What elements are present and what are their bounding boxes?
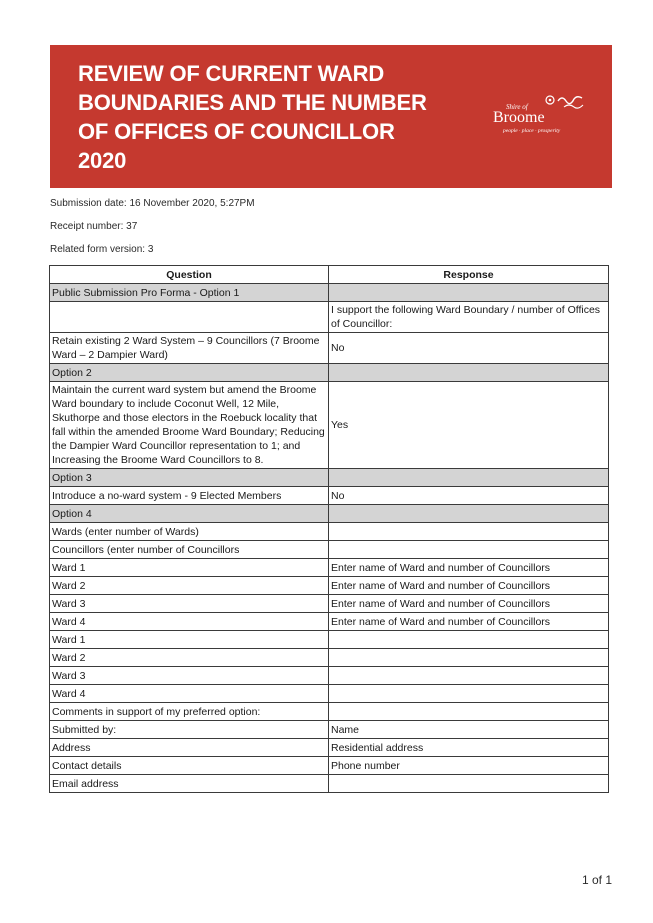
table-row (50, 577, 609, 595)
question-cell: Comments in support of my preferred option: (50, 703, 329, 721)
submission-table (49, 265, 609, 793)
title-line: BOUNDARIES AND THE NUMBER (78, 90, 427, 115)
question-cell: Address (50, 739, 329, 757)
response-cell (329, 523, 609, 541)
question-cell: Submitted by: (50, 721, 329, 739)
response-cell (329, 775, 609, 793)
response-cell: Phone number (329, 757, 609, 775)
question-cell: Ward 3 (50, 667, 329, 685)
table-row (50, 667, 609, 685)
question-header: Question (50, 266, 329, 284)
question-cell: Contact details (50, 757, 329, 775)
table-row (50, 649, 609, 667)
section-row (50, 505, 609, 523)
question-cell: Maintain the current ward system but amend the Broome Ward boundary to include Coconut Well, 12 Mile, Skuthorpe and those electors in the Roebuck locality that fall within the amended Broome Ward Boundary; Reducing the Dampier Ward Councillor representation to 1; and Increasing the Broome Ward Councillors to 8. (50, 382, 329, 469)
submission-date: Submission date: 16 November 2020, 5:27PM (50, 198, 255, 209)
logo-name-text: Broome (493, 109, 545, 126)
question-cell (50, 302, 329, 333)
shire-of-broome-logo (493, 93, 593, 138)
question-cell: Ward 4 (50, 685, 329, 703)
response-cell: Enter name of Ward and number of Councillors (329, 595, 609, 613)
response-cell: Enter name of Ward and number of Councillors (329, 559, 609, 577)
question-cell: Ward 1 (50, 559, 329, 577)
page-number: 1 of 1 (581, 873, 612, 887)
question-cell: Introduce a no-ward system - 9 Elected Members (50, 487, 329, 505)
table-row (50, 302, 609, 333)
response-cell: Enter name of Ward and number of Councillors (329, 613, 609, 631)
table-row (50, 685, 609, 703)
logo-shire-text: Shire of (506, 103, 528, 111)
response-cell (329, 364, 609, 382)
table-body (50, 284, 609, 793)
response-cell: I support the following Ward Boundary / number of Offices of Councillor: (329, 302, 609, 333)
logo-emblem-icon (538, 93, 588, 113)
question-cell: Ward 4 (50, 613, 329, 631)
table-row (50, 595, 609, 613)
title-line: REVIEW OF CURRENT WARD (78, 61, 385, 86)
response-cell: No (329, 333, 609, 364)
response-cell (329, 685, 609, 703)
question-cell: Wards (enter number of Wards) (50, 523, 329, 541)
document-title (78, 59, 498, 175)
header-banner (50, 45, 612, 188)
title-line: OF OFFICES OF COUNCILLOR (78, 119, 395, 144)
table-row (50, 739, 609, 757)
question-cell: Option 2 (50, 364, 329, 382)
table-row (50, 775, 609, 793)
response-cell: Residential address (329, 739, 609, 757)
form-version: Related form version: 3 (50, 244, 154, 255)
table-row (50, 487, 609, 505)
table-row (50, 721, 609, 739)
response-cell (329, 469, 609, 487)
logo-tagline: people · place · prosperity (503, 128, 561, 134)
response-cell (329, 703, 609, 721)
table-row (50, 631, 609, 649)
response-cell (329, 505, 609, 523)
response-header: Response (329, 266, 609, 284)
response-cell (329, 667, 609, 685)
question-cell: Ward 3 (50, 595, 329, 613)
response-cell (329, 631, 609, 649)
response-cell (329, 541, 609, 559)
section-row (50, 364, 609, 382)
title-line: 2020 (78, 148, 127, 173)
response-cell: No (329, 487, 609, 505)
table-row (50, 757, 609, 775)
section-row (50, 469, 609, 487)
table-row (50, 541, 609, 559)
receipt-number: Receipt number: 37 (50, 221, 138, 232)
question-cell: Ward 1 (50, 631, 329, 649)
table-header-row (50, 266, 609, 284)
table-row (50, 559, 609, 577)
response-cell: Enter name of Ward and number of Councillors (329, 577, 609, 595)
question-cell: Public Submission Pro Forma - Option 1 (50, 284, 329, 302)
question-cell: Retain existing 2 Ward System – 9 Councillors (7 Broome Ward – 2 Dampier Ward) (50, 333, 329, 364)
question-cell: Ward 2 (50, 577, 329, 595)
table-row (50, 382, 609, 469)
question-cell: Option 4 (50, 505, 329, 523)
table-row (50, 613, 609, 631)
question-cell: Option 3 (50, 469, 329, 487)
response-cell (329, 284, 609, 302)
table-row (50, 523, 609, 541)
table-row (50, 703, 609, 721)
response-cell: Yes (329, 382, 609, 469)
question-cell: Ward 2 (50, 649, 329, 667)
response-cell (329, 649, 609, 667)
response-cell: Name (329, 721, 609, 739)
question-cell: Email address (50, 775, 329, 793)
table-row (50, 333, 609, 364)
section-row (50, 284, 609, 302)
question-cell: Councillors (enter number of Councillors (50, 541, 329, 559)
